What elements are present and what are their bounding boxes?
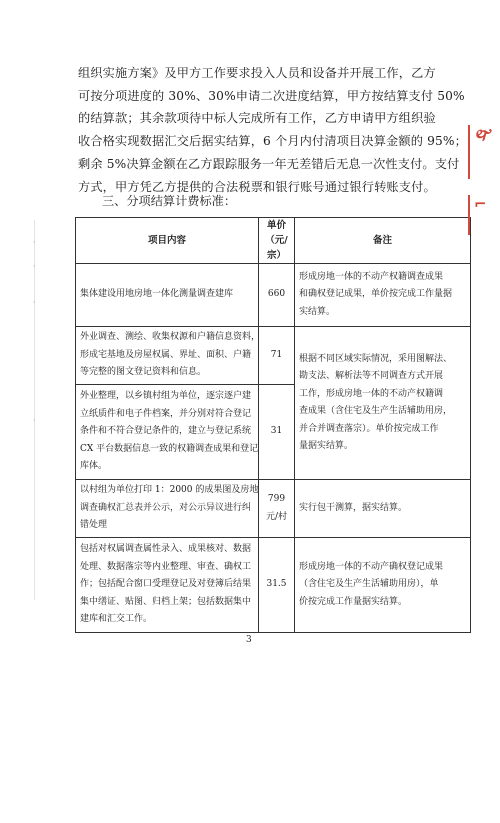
row-note: 形成房地一体的不动产确权登记成果 （含住宅及生产生活辅助用房），单 价按完成工作量据实结算。 bbox=[295, 538, 471, 633]
table-row bbox=[76, 480, 471, 538]
paragraph-line: 剩余 5%决算金额在乙方跟踪服务一年无差错后无息一次性支付。支付 bbox=[78, 156, 460, 171]
row-price: 799 元/村 bbox=[259, 480, 295, 538]
table-row bbox=[76, 538, 471, 633]
section-title: 三、分项结算计费标准： bbox=[102, 194, 237, 208]
table-row bbox=[76, 327, 471, 385]
binding-hole-mark: · bbox=[33, 262, 36, 271]
row-content: 集体建设用地房地一体化测量调查建库 bbox=[76, 264, 259, 327]
binding-hole-mark: · bbox=[33, 298, 36, 307]
paragraph-line: 可按分项进度的 30%、30%申请二次进度结算，甲方按结算支付 50% bbox=[78, 88, 465, 103]
header-price: 单价 （元/宗） bbox=[259, 218, 295, 264]
paragraph-line: 组织实施方案》及甲方工作要求投入人员和设备并开展工作，乙方 bbox=[78, 66, 436, 80]
row-note: 形成房地一体的不动产权籍调查成果 和确权登记成果，单价按完成工作量据 实结算。 bbox=[295, 264, 471, 327]
paragraph-line: 方式，甲方凭乙方提供的合法税票和银行账号通过银行转账支付。 bbox=[78, 179, 436, 194]
table-row bbox=[76, 264, 471, 327]
header-note: 备注 bbox=[295, 218, 471, 264]
row-price: 31.5 bbox=[259, 538, 295, 633]
row-note-merged: 根据不同区域实际情况，采用图解法、 勘支法、解析法等不同调查方式开展 工作，形成房地一体的不动产权籍调 查成果（含住宅及生产生活辅助用房， 并合并调查落宗）。单价按完成工作 量据实结算。 bbox=[295, 327, 471, 480]
red-seal-fragment: 🙰 bbox=[468, 125, 500, 179]
binding-edge-line bbox=[34, 220, 35, 600]
row-content: 包括对权属调查属性录入、成果核对、数据 处理、数据落宗等内业整理、审查、确权工 作；包括配合窗口受理登记及对登簿后结果 集中缮证、贴图、归档上架；包括数据集中 建库和汇交工作。 bbox=[76, 538, 259, 633]
paragraph-line: 收合格实现数据汇交后据实结算，6 个月内付清项目决算金额的 95%； bbox=[78, 134, 467, 149]
binding-hole-mark: · bbox=[33, 238, 36, 247]
row-price: 71 bbox=[259, 327, 295, 385]
binding-hole-mark: · bbox=[33, 416, 36, 425]
row-price: 660 bbox=[259, 264, 295, 327]
payment-terms-paragraph bbox=[78, 62, 468, 198]
row-content: 外业整理，以乡镇村组为单位，逐宗逐户建 立纸质件和电子件档案，并分别对符合登记 条件和不符合登记条件的，建立与登记系统 CX 平台数据信息一致的权籍调查成果和登记 库体。 bbox=[76, 385, 259, 480]
table-header-row bbox=[76, 218, 471, 264]
row-content: 外业调查、测绘、收集权源和户籍信息资料， 形成宅基地及房屋权属、界址、面积、户籍 等完整的图文登记资料和信息。 bbox=[76, 327, 259, 385]
header-content: 项目内容 bbox=[76, 218, 259, 264]
row-price: 31 bbox=[259, 385, 295, 480]
row-content: 以村组为单位打印 1：2000 的成果图及房地 调查确权汇总表并公示，对公示异议进行纠 错处理 bbox=[76, 480, 259, 538]
fee-standard-table bbox=[75, 217, 471, 633]
page-number: 3 bbox=[246, 635, 252, 645]
paragraph-line: 的结算款；其余款项待中标人完成所有工作，乙方申请甲方组织验 bbox=[78, 111, 436, 126]
row-note: 实行包干测算，据实结算。 bbox=[295, 480, 471, 538]
red-seal-fragment: ⌐ bbox=[468, 195, 500, 235]
